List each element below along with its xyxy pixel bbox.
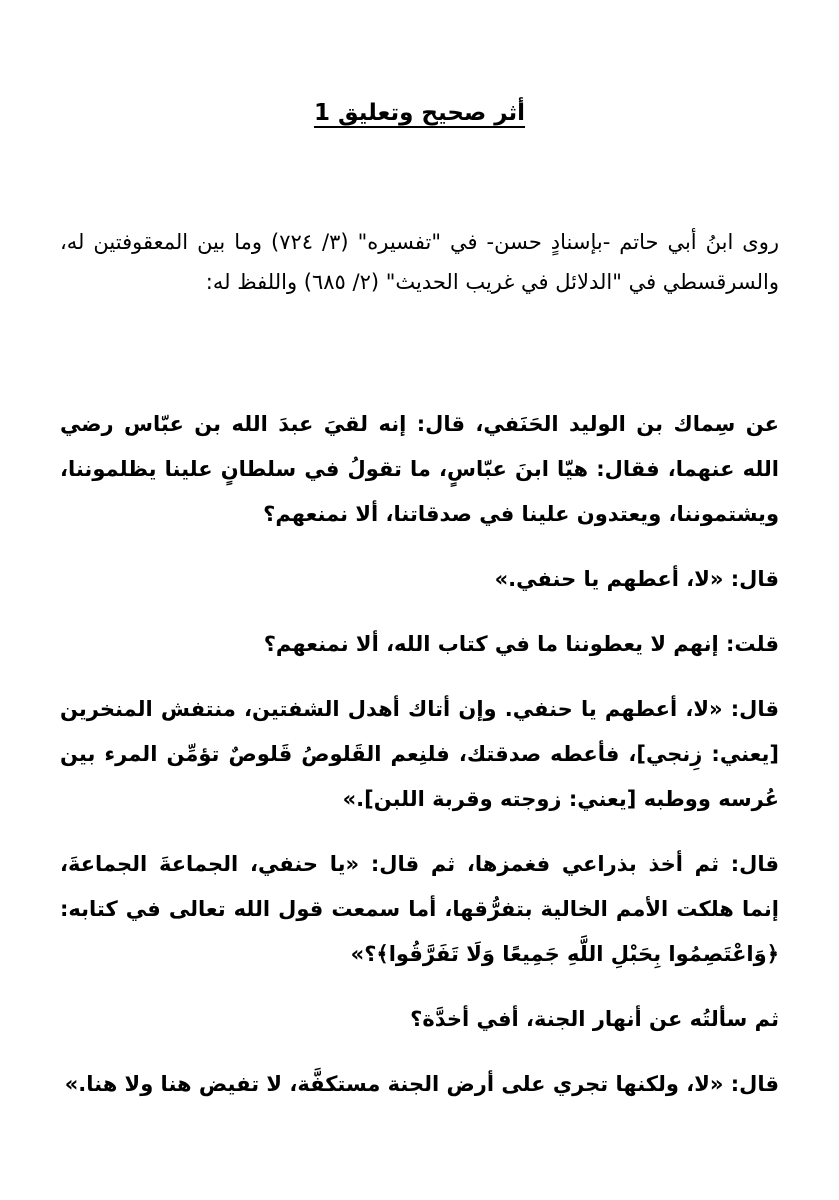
paragraph-question-3: ثم سألتُه عن أنهار الجنة، أفي أخدَّة؟ (410, 1007, 779, 1031)
paragraph-answer-1: قال: «لا، أعطهم يا حنفي.» (494, 567, 779, 591)
paragraph-narration: عن سِماك بن الوليد الحَنَفي، قال: إنه لقيَ عبدَ الله بن عبّاس رضي الله عنهما، فقال: هيّا ابنَ عبّاسٍ، ما تقولُ في سلطانٍ علينا يظلموننا، ويشتموننا، ويعتدون علينا في صدقاتنا، ألا نمنعهم؟ (60, 412, 779, 526)
paragraph-answer-2: قال: «لا، أعطهم يا حنفي. وإن أتاك أهدل الشفتين، منتفش المنخرين [يعني: زِنجي]، فأعطه صدقتك، فلنِعم القَلوصُ قَلوصٌ تؤمِّن المرء بين عُرسه ووطبه [يعني: زوجته وقربة اللبن].» (60, 697, 779, 811)
narration-body (60, 402, 779, 1127)
paragraph-question-2: قلت: إنهم لا يعطوننا ما في كتاب الله، ألا نمنعهم؟ (263, 632, 779, 656)
document-page (60, 0, 779, 1200)
paragraph-jamaah: قال: ثم أخذ بذراعي فغمزها، ثم قال: «يا حنفي، الجماعةَ الجماعةَ، إنما هلكت الأمم الخالية بتفرُّقها، أما سمعت قول الله تعالى في كتابه: ﴿وَاعْتَصِمُوا بِحَبْلِ اللَّهِ جَمِيعًا وَلَا تَفَرَّقُوا﴾؟» (60, 852, 779, 966)
paragraph-answer-3: قال: «لا، ولكنها تجري على أرض الجنة مستكفَّة، لا تفيض هنا ولا هنا.» (64, 1072, 779, 1096)
intro-paragraph: روى ابنُ أبي حاتم -بإسنادٍ حسن- في "تفسيره" (٣/ ٧٢٤) وما بين المعقوفتين له، والسرقسطي في "الدلائل في غريب الحديث" (٢/ ٦٨٥) واللفظ له: (60, 230, 779, 294)
page-title: أثر صحيح وتعليق 1 (313, 100, 526, 126)
